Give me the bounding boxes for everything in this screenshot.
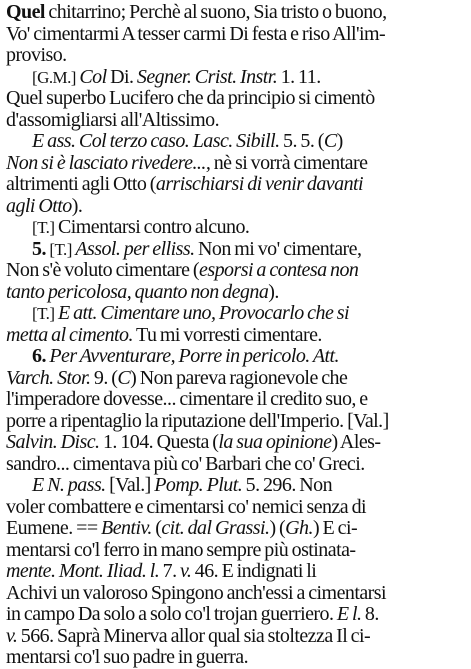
text-line (6, 626, 467, 648)
text-line (6, 282, 467, 304)
text-run: ) E ci- (312, 518, 358, 539)
text-line (6, 540, 467, 562)
italic-text: Assol. per elliss. (75, 238, 195, 260)
text-run: ). (71, 195, 83, 217)
italic-text: v. (6, 625, 18, 647)
text-run: ) ( (269, 518, 286, 539)
italic-text: C (117, 367, 131, 389)
italic-text: la sua opinione (218, 432, 332, 453)
text-line (6, 110, 467, 132)
text-line (6, 518, 467, 540)
text-run: Di. (106, 66, 137, 88)
text-line (6, 67, 467, 89)
text-line (6, 604, 467, 626)
text-run: in campo Da solo a solo co'l trojan guerriero. (6, 604, 337, 625)
italic-text: Varch. Stor. (6, 367, 91, 389)
italic-text: Salvin. Disc. (6, 432, 100, 453)
text-line (6, 239, 467, 261)
text-run: mentarsi co'l suo padre in guerra. (6, 647, 249, 668)
text-run: 8. (361, 604, 379, 625)
text-line (6, 647, 467, 669)
text-line (6, 454, 467, 476)
italic-text: Pomp. Plut. (154, 475, 243, 496)
italic-text: Per Avventurare, Porre in pericolo. Att. (49, 346, 339, 367)
text-run: [Val.] (105, 475, 155, 496)
text-run: altrimenti agli Otto ( (6, 174, 156, 195)
text-line (6, 196, 467, 218)
text-run: mentarsi co'l ferro in mano sempre più ostinata- (6, 539, 356, 561)
text-run: Cimentarsi contro alcuno. (54, 217, 250, 238)
text-line (6, 24, 467, 46)
text-line (6, 217, 467, 239)
text-run: Non mi vo' cimentare, (194, 238, 362, 260)
text-run: 1. 11. (277, 66, 321, 88)
text-run: 566. Saprà Minerva allor qual sia stoltezza Il ci- (17, 625, 371, 647)
text-line (6, 497, 467, 519)
italic-text: Gh. (285, 518, 313, 539)
text-line (6, 583, 467, 605)
text-line (6, 260, 467, 282)
source-tag: [T.] (32, 218, 55, 237)
text-run: d'assomigliarsi all'Altissimo. (6, 109, 220, 131)
text-line (6, 303, 467, 325)
text-run: 5. 5. ( (279, 131, 324, 152)
text-run: Tu mi vorresti cimentare. (132, 324, 322, 346)
text-run: Achivi un valoroso Spingono anch'essi a cimentarsi (6, 582, 387, 604)
italic-text: Segner. Crist. Instr. (136, 66, 278, 88)
text-line (6, 432, 467, 454)
text-run: porre a ripentaglio la riputazione dell'Imperio. [Val.] (6, 410, 389, 432)
text-run: voler combattere e cimentarsi co' nemici senza di (6, 496, 367, 518)
source-tag: [T.] (49, 239, 72, 259)
text-run: Non s'è voluto cimentare ( (6, 260, 200, 281)
italic-text: E N. pass. (32, 475, 106, 496)
text-line (6, 153, 467, 175)
text-line (6, 368, 467, 390)
text-run: 7. (159, 561, 181, 582)
source-tag: [T.] (32, 304, 55, 323)
text-run: chitarrino; Perchè al suono, Sia tristo o buono, (44, 2, 387, 23)
italic-text: arrischiarsi di venir davanti (155, 174, 364, 195)
italic-text: C (323, 131, 337, 152)
bold-text: 6. (32, 346, 50, 367)
text-run: ) Ales- (331, 432, 381, 453)
italic-text: v. (180, 561, 192, 582)
text-line (6, 561, 467, 583)
text-run: ) (336, 131, 343, 152)
italic-text: esporsi a contesa non (199, 260, 359, 281)
text-line (6, 389, 467, 411)
source-tag: [G.M.] (32, 67, 76, 87)
text-line (6, 325, 467, 347)
text-line (6, 131, 467, 153)
italic-text: mente. Mont. Iliad. l. (6, 561, 160, 582)
italic-text: Bentiv. (101, 518, 152, 539)
italic-text: cit. dal Grassi. (161, 518, 270, 539)
text-line (6, 411, 467, 433)
text-run: Eumene. == (6, 518, 102, 539)
bold-text: Quel (6, 2, 45, 23)
text-run: 1. 104. Questa ( (99, 432, 219, 453)
text-run: Vo' cimentarmi A tesser carmi Di festa e riso All'im- (6, 23, 386, 45)
italic-text: E ass. Col terzo caso. Lasc. Sibill. (32, 131, 280, 152)
text-run: ). (268, 281, 279, 303)
text-run: 5. 296. Non (242, 475, 333, 496)
text-run: ) Non pareva ragionevole che (130, 367, 348, 389)
text-line (6, 174, 467, 196)
italic-text: agli Otto (6, 195, 72, 217)
italic-text: metta al cimento. (6, 324, 133, 346)
italic-text: Col (79, 66, 107, 88)
text-run: nè si vorrà cimentare (210, 152, 368, 174)
text-line (6, 346, 467, 368)
text-line (6, 2, 467, 24)
text-run: proviso. (6, 45, 67, 66)
text-run: ( (151, 518, 162, 539)
text-run: Quel superbo Lucifero che da principio si cimentò (6, 88, 375, 109)
text-run: sandro... cimentava più co' Barbari che co' Greci. (6, 453, 365, 475)
text-run: l'imperadore dovesse... cimentare il credito suo, e (6, 389, 368, 410)
text-run: 46. E indignati li (191, 561, 317, 582)
italic-text: E att. Cimentare uno, Provocarlo che si (57, 303, 349, 324)
bold-text: 5. (32, 238, 50, 260)
text-line (6, 88, 467, 110)
italic-text: Non si è lasciato rivedere..., (6, 152, 211, 174)
text-run: 9. ( (90, 367, 118, 389)
italic-text: E l. (336, 604, 362, 625)
text-line (6, 45, 467, 67)
italic-text: tanto pericolosa, quanto non degna (6, 281, 269, 303)
text-line (6, 475, 467, 497)
